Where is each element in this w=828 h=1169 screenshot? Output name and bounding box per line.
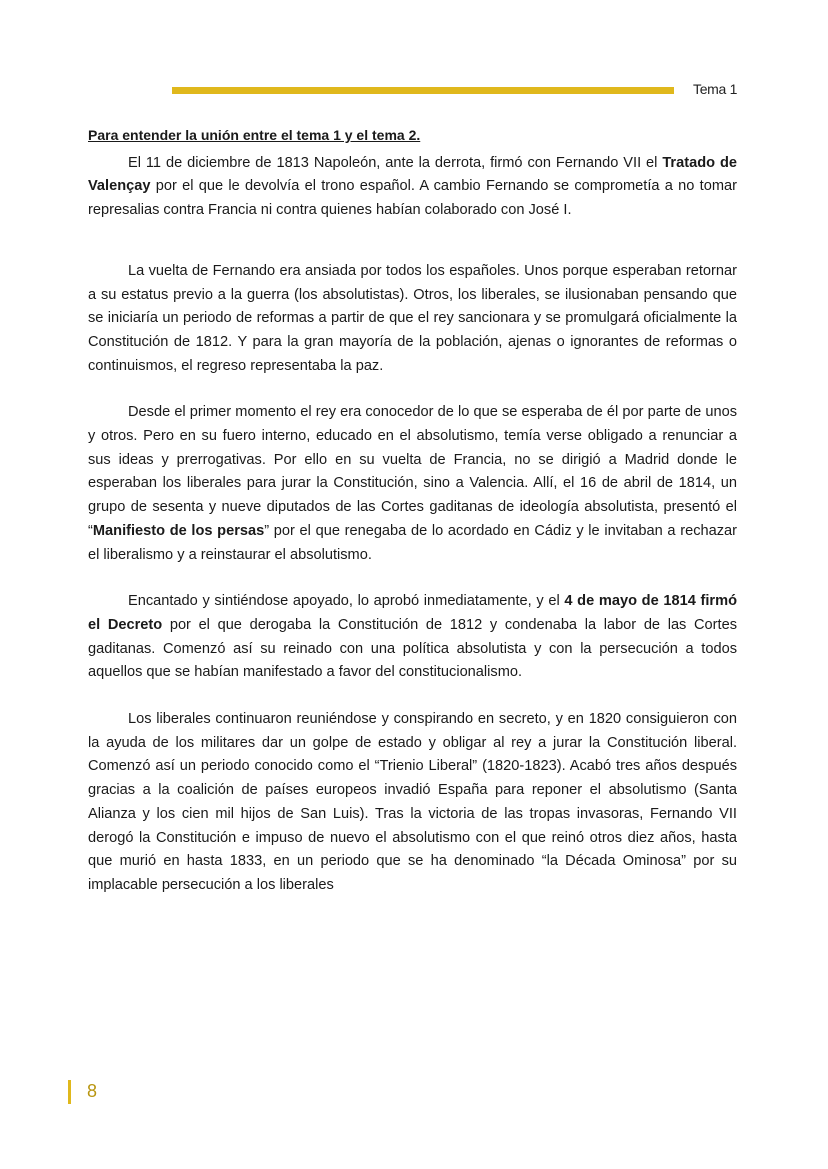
- footer-accent-bar: [68, 1080, 71, 1104]
- bold-term-tratado-valencay: Tratado de Valençay: [88, 154, 737, 195]
- page-number: 8: [87, 1081, 98, 1101]
- chapter-title: Tema 1: [693, 81, 738, 97]
- paragraph-2: La vuelta de Fernando era ansiada por todos los españoles. Unos porque esperaban retornar a su estatus previo a la guerra (los absolutistas). Otros, los liberales, se ilusionaban pensando que se iniciaría un periodo de reformas a partir de que el rey sancionara y se promulgará oficialmente la Constitución de 1812. Y para la gran mayoría de la población, ajenas o ignorantes de reformas o continuismos, el regreso representaba la paz.: [88, 262, 737, 374]
- bold-term-manifiesto-persas: Manifiesto de los persas: [92, 522, 265, 539]
- paragraph-5: Los liberales continuaron reuniéndose y conspirando en secreto, y en 1820 consiguieron con la ayuda de los militares dar un golpe de estado y obligar al rey a jurar la Constitución liberal. Comenzó así un periodo conocido como el “Trienio Liberal” (1820-1823). Acabó tres años después gracias a la coalición de países europeos invadió España para reponer el absolutismo (Santa Alianza y los cien mil hijos de San Luis). Tras la victoria de las tropas invasoras, Fernando VII derogó la Constitución e impuso de nuevo el absolutismo con el que reinó otros diez años, hasta que murió en hasta 1833, en un periodo que se ha denominado “la Década Ominosa” por su implacable persecución a los liberales: [88, 711, 737, 893]
- header-accent-bar: [172, 87, 674, 94]
- section-title: Para entender la unión entre el tema 1 y el tema 2.: [88, 127, 421, 143]
- document-body: [88, 124, 737, 898]
- paragraph-3: Desde el primer momento el rey era conocedor de lo que se esperaba de él por parte de unos y otros. Pero en su fuero interno, educado en el absolutismo, temía verse obligado a renunciar a sus ideas y prerrogativas. Por ello en su vuelta de Francia, no se dirigió a Madrid donde le esperaban los liberales para jurar la Constitución, sino a Valencia. Allí, el 16 de abril de 1814, un grupo de sesenta y nueve diputados de las Cortes gaditanas de ideología absolutista, presentó el “Manifiesto de los persas” por el que renegaba de lo acordado en Cádiz y le invitaban a rechazar el liberalismo y a reinstaurar el absolutismo.: [88, 404, 737, 563]
- paragraph-1: El 11 de diciembre de 1813 Napoleón, ante la derrota, firmó con Fernando VII el Tratado de Valençay por el que le devolvía el trono español. A cambio Fernando se comprometía a no tomar represalias contra Francia ni contra quienes habían colaborado con José I.: [88, 154, 737, 219]
- bold-term-decreto: 4 de mayo de 1814 firmó el Decreto: [88, 593, 737, 633]
- paragraph-4: Encantado y sintiéndose apoyado, lo aprobó inmediatamente, y el 4 de mayo de 1814 firmó el Decreto por el que derogaba la Constitución de 1812 y condenaba la labor de las Cortes gaditanas. Comenzó así su reinado con una política absolutista y con la persecución a todos aquellos que se habían manifestado a favor del constitucionalismo.: [88, 593, 737, 681]
